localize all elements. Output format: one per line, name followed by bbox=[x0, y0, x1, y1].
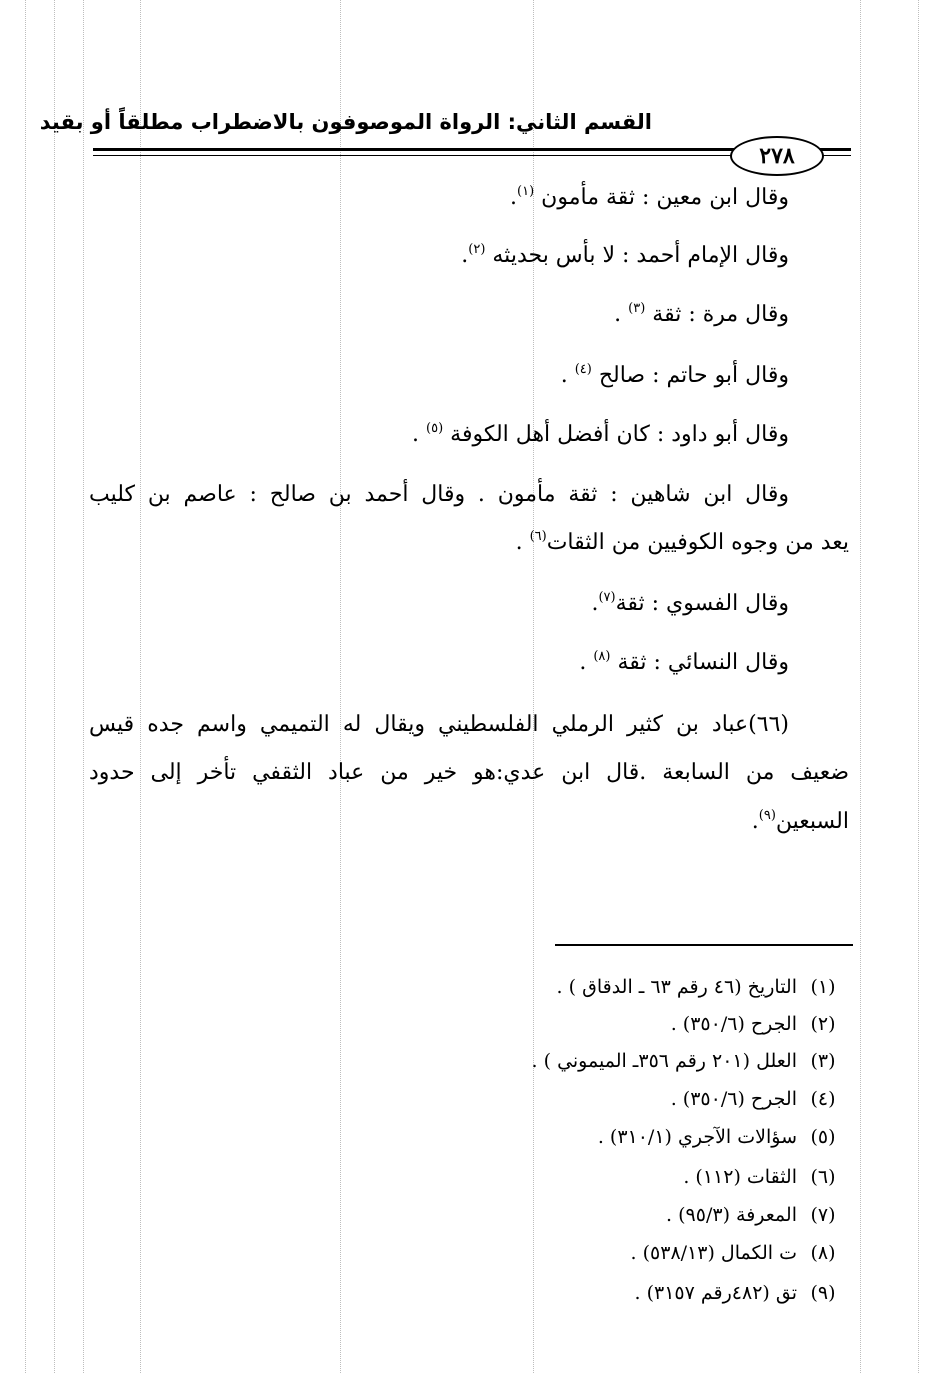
scan-guide-line bbox=[860, 0, 861, 1373]
text-line: وقال ابن شاهين : ثقة مأمون . وقال أحمد بن صالح : عاصم بن كليب bbox=[89, 482, 789, 507]
footnote-separator bbox=[555, 944, 853, 946]
footnote-item: (٦)الثقات (١١٢) . bbox=[683, 1166, 836, 1188]
page-number: ٢٧٨ bbox=[730, 136, 824, 176]
footnote-ref: (٥) bbox=[426, 421, 444, 436]
footnote-ref: (١) bbox=[517, 184, 535, 199]
footnote-item: (٣)العلل (٢٠١ رقم ٣٥٦ـ الميموني ) . bbox=[531, 1050, 836, 1072]
footnote-item: (٧)المعرفة (٩٥/٣) . bbox=[666, 1204, 836, 1226]
scan-guide-line bbox=[83, 0, 84, 1373]
text-line: وقال أبو حاتم : صالح $^{(٤)}$ . bbox=[560, 362, 789, 388]
text-line: وقال مرة : ثقة $^{(٣)}$ . bbox=[614, 301, 789, 327]
entry-line: ضعيف من السابعة .قال ابن عدي:هو خير من عباد الثقفي تأخر إلى حدود bbox=[89, 760, 849, 785]
scan-guide-line bbox=[918, 0, 919, 1373]
scan-guide-line bbox=[25, 0, 26, 1373]
running-header-title: القسم الثاني: الرواة الموصوفون بالاضطراب مطلقاً أو بقيد bbox=[39, 110, 652, 134]
footnote-ref: (٢) bbox=[468, 242, 486, 257]
footnote-item: (٨)ت الكمال (٥٣٨/١٣) . bbox=[630, 1242, 836, 1264]
footnote-item: (٩)تق (٤٨٢رقم ٣١٥٧) . bbox=[634, 1282, 836, 1304]
footnote-item: (١)التاريخ (٤٦ رقم ٦٣ ـ الدقاق ) . bbox=[556, 976, 836, 998]
footnote-ref: (٩) bbox=[758, 808, 776, 823]
text-line: وقال أبو داود : كان أفضل أهل الكوفة $^{(٥)}$ . bbox=[412, 421, 789, 447]
footnote-ref: (٦) bbox=[529, 529, 547, 544]
footnote-item: (٥)سؤالات الآجري (٣١٠/١) . bbox=[597, 1126, 836, 1148]
text-line: وقال الإمام أحمد : لا بأس بحديثه $^{(٢)}$. bbox=[461, 242, 789, 268]
entry-line: (٦٦)عباد بن كثير الرملي الفلسطيني ويقال له التميمي واسم جده قيس bbox=[89, 712, 789, 737]
footnote-ref: (٨) bbox=[593, 649, 611, 664]
text-line: وقال ابن معين : ثقة مأمون $^{(١)}$. bbox=[510, 184, 789, 210]
footnote-item: (٢)الجرح (٣٥٠/٦) . bbox=[670, 1013, 836, 1035]
text-line: وقال النسائي : ثقة $^{(٨)}$ . bbox=[579, 649, 789, 675]
scan-guide-line bbox=[54, 0, 55, 1373]
footnote-ref: (٤) bbox=[574, 362, 592, 377]
footnote-item: (٤)الجرح (٣٥٠/٦) . bbox=[670, 1088, 836, 1110]
footnote-ref: (٧) bbox=[598, 590, 616, 605]
text-line: وقال الفسوي : ثقة$^{(٧)}$. bbox=[591, 590, 789, 616]
entry-line: السبعين$^{(٩)}$. bbox=[751, 808, 849, 834]
footnote-ref: (٣) bbox=[628, 301, 646, 316]
text-line: يعد من وجوه الكوفيين من الثقات$^{(٦)}$ . bbox=[515, 529, 849, 555]
